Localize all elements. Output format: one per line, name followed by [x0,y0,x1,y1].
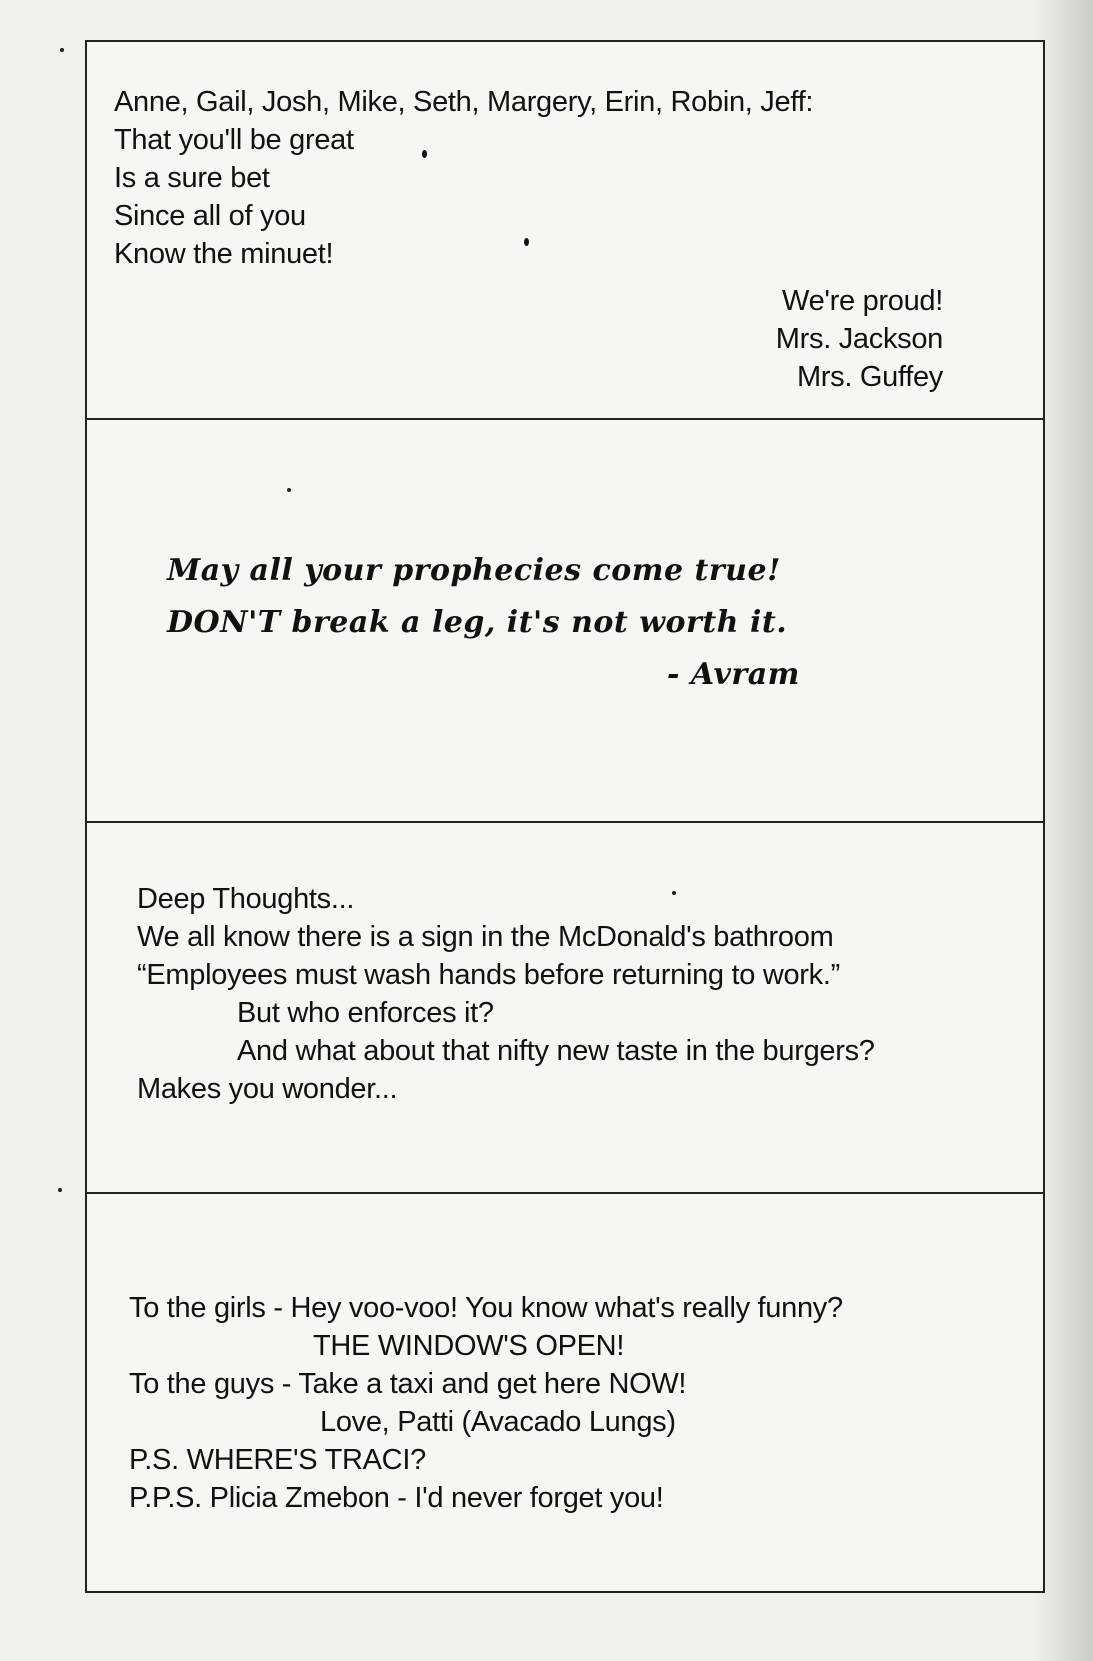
ad-text-line: P.S. WHERE'S TRACI? [129,1444,426,1476]
ad-script-line: May all your prophecies come true! [167,553,781,588]
ad-signature-line: Mrs. Jackson [775,323,943,355]
print-speck [60,48,64,52]
ad-signature-line: - Avram [667,657,800,692]
ad-page-frame [85,40,1045,1593]
ad-text-line: That you'll be great [114,124,354,156]
ad-text-line: To the girls - Hey voo-voo! You know what's really funny? [129,1292,843,1324]
ad-text-line: P.P.S. Plicia Zmebon - I'd never forget you! [129,1482,664,1514]
ad-text-line: Is a sure bet [114,162,270,194]
ad-panel-avram [87,420,1043,822]
ad-script-line: DON'T break a leg, it's not worth it. [167,605,788,640]
ad-panel-jackson-guffey [87,42,1043,420]
print-speck [672,891,676,895]
ad-text-line: Makes you wonder... [137,1073,398,1105]
ad-text-line: Anne, Gail, Josh, Mike, Seth, Margery, Erin, Robin, Jeff: [114,86,814,118]
print-speck [58,1188,62,1192]
ad-text-line: Deep Thoughts... [137,883,355,915]
ad-text-line: And what about that nifty new taste in the burgers? [237,1035,875,1067]
print-speck [422,150,427,158]
ad-text-line: But who enforces it? [237,997,494,1029]
ad-panel-deep-thoughts [87,823,1043,1192]
print-speck [287,488,291,492]
ad-text-line: THE WINDOW'S OPEN! [313,1330,625,1362]
ad-text-line: Know the minuet! [114,238,334,270]
ad-text-line: Since all of you [114,200,306,232]
print-speck [524,238,529,246]
ad-text-line: We all know there is a sign in the McDonald's bathroom [137,921,834,953]
ad-signature-line: We're proud! [782,285,943,317]
ad-text-line: Love, Patti (Avacado Lungs) [320,1406,676,1438]
ad-panel-patti [87,1194,1043,1591]
ad-text-line: To the guys - Take a taxi and get here NOW! [129,1368,687,1400]
ad-signature-line: Mrs. Guffey [796,361,943,393]
ad-text-line: “Employees must wash hands before returning to work.” [137,959,840,991]
